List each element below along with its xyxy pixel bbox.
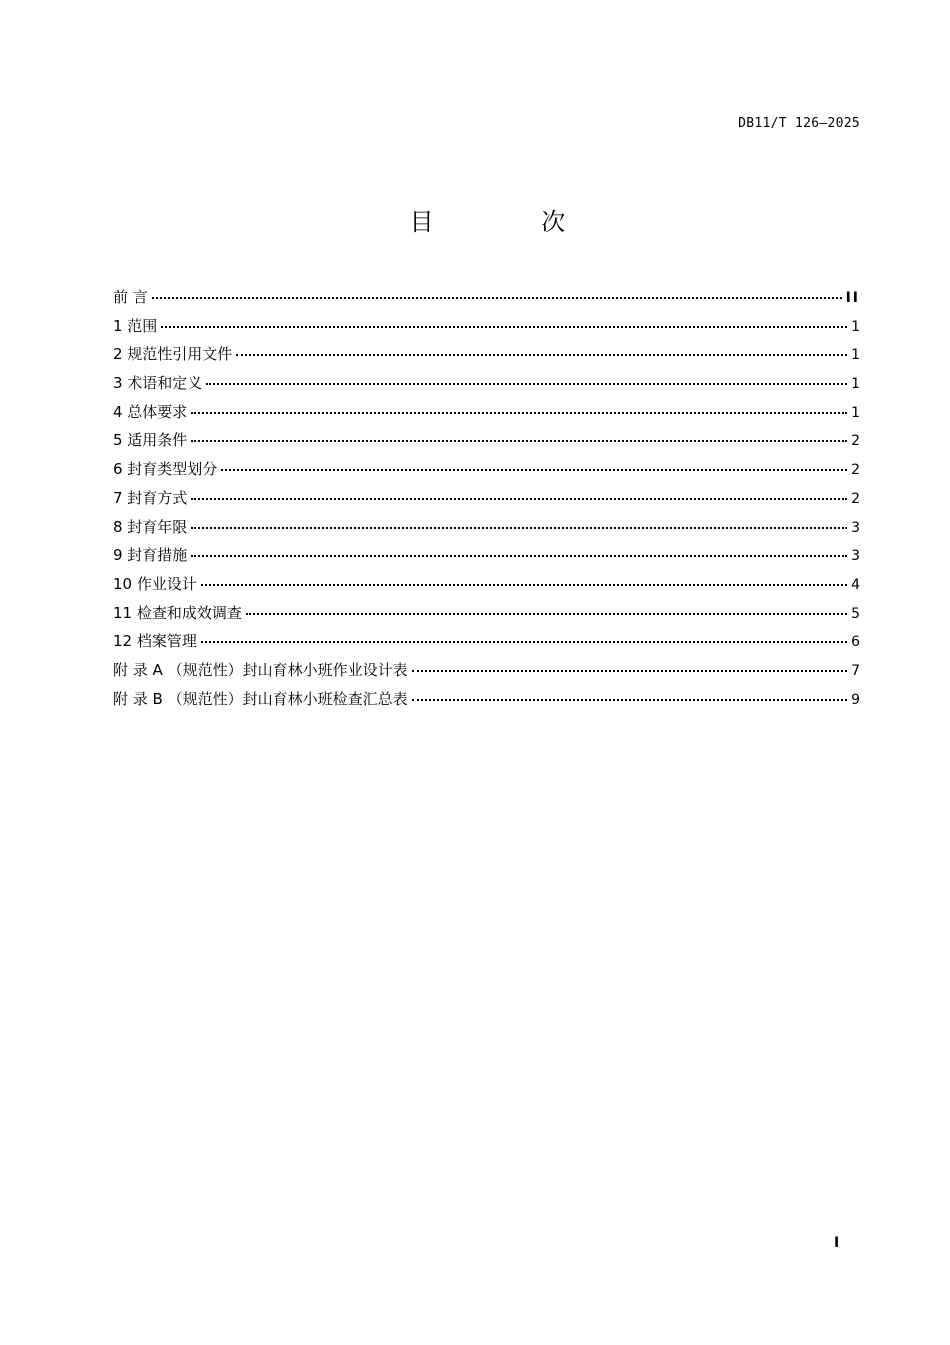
toc-entry-duration[interactable] xyxy=(113,513,860,542)
toc-entry-page: II xyxy=(845,290,860,306)
toc-leader-dots xyxy=(236,354,847,356)
toc-entry-methods[interactable] xyxy=(113,484,860,513)
toc-entry-page: 1 xyxy=(851,404,860,421)
toc-leader-dots xyxy=(191,440,847,442)
toc-entry-measures[interactable] xyxy=(113,541,860,570)
toc-entry-appendix-b[interactable] xyxy=(113,685,860,714)
toc-entry-applicable-conditions[interactable] xyxy=(113,426,860,455)
toc-entry-appendix-a[interactable] xyxy=(113,656,860,685)
toc-entry-page: 3 xyxy=(851,519,860,536)
toc-leader-dots xyxy=(152,297,842,299)
toc-leader-dots xyxy=(412,699,847,701)
toc-leader-dots xyxy=(201,584,847,586)
toc-entry-page: 1 xyxy=(851,376,860,393)
toc-entry-page: 9 xyxy=(851,691,860,708)
toc-entry-page: 2 xyxy=(851,462,860,479)
toc-entry-label: 7 封育方式 xyxy=(113,488,188,507)
toc-entry-page: 1 xyxy=(851,347,860,364)
toc-entry-foreword[interactable] xyxy=(113,283,860,312)
toc-entry-label: 8 封育年限 xyxy=(113,517,188,536)
toc-entry-page: 5 xyxy=(851,605,860,622)
toc-entry-archive-management[interactable] xyxy=(113,627,860,656)
toc-entry-label: 前 言 xyxy=(113,288,148,306)
toc-entry-page: 2 xyxy=(851,490,860,507)
toc-leader-dots xyxy=(201,641,847,643)
toc-leader-dots xyxy=(161,326,847,328)
toc-entry-inspection-survey[interactable] xyxy=(113,599,860,628)
toc-leader-dots xyxy=(191,527,847,529)
toc-entry-label: 9 封育措施 xyxy=(113,546,188,565)
toc-entry-page: 6 xyxy=(851,634,860,651)
toc-leader-dots xyxy=(191,498,847,500)
document-code: DB11/T 126—2025 xyxy=(738,116,860,131)
toc-leader-dots xyxy=(206,383,847,385)
toc-leader-dots xyxy=(221,469,847,471)
toc-title: 目 次 xyxy=(409,208,616,236)
toc-leader-dots xyxy=(191,412,847,414)
toc-entry-label: 11 检查和成效调查 xyxy=(113,603,242,622)
toc-entry-page: 7 xyxy=(851,662,860,679)
toc-leader-dots xyxy=(412,670,848,672)
toc-entry-page: 3 xyxy=(851,548,860,565)
toc-entry-type-classification[interactable] xyxy=(113,455,860,484)
toc-entry-label: 附 录 B （规范性）封山育林小班检查汇总表 xyxy=(113,689,408,708)
toc-entry-label: 1 范围 xyxy=(113,316,158,335)
toc-entry-page: 1 xyxy=(851,318,860,335)
toc-entry-general-requirements[interactable] xyxy=(113,398,860,427)
toc-list xyxy=(113,283,860,713)
toc-leader-dots xyxy=(246,613,847,615)
toc-entry-label: 4 总体要求 xyxy=(113,402,188,421)
toc-entry-label: 3 术语和定义 xyxy=(113,374,203,393)
toc-entry-page: 4 xyxy=(851,576,860,593)
toc-entry-label: 10 作业设计 xyxy=(113,574,197,593)
toc-entry-normative-references[interactable] xyxy=(113,340,860,369)
toc-entry-terms-definitions[interactable] xyxy=(113,369,860,398)
toc-entry-label: 6 封育类型划分 xyxy=(113,460,218,479)
toc-entry-label: 2 规范性引用文件 xyxy=(113,345,233,364)
toc-entry-label: 5 适用条件 xyxy=(113,431,188,450)
toc-entry-label: 附 录 A （规范性）封山育林小班作业设计表 xyxy=(113,660,408,679)
toc-entry-scope[interactable] xyxy=(113,312,860,341)
toc-entry-page: 2 xyxy=(851,433,860,450)
toc-leader-dots xyxy=(191,555,847,557)
toc-entry-label: 12 档案管理 xyxy=(113,632,197,651)
page-number: I xyxy=(834,1235,840,1251)
toc-entry-operation-design[interactable] xyxy=(113,570,860,599)
